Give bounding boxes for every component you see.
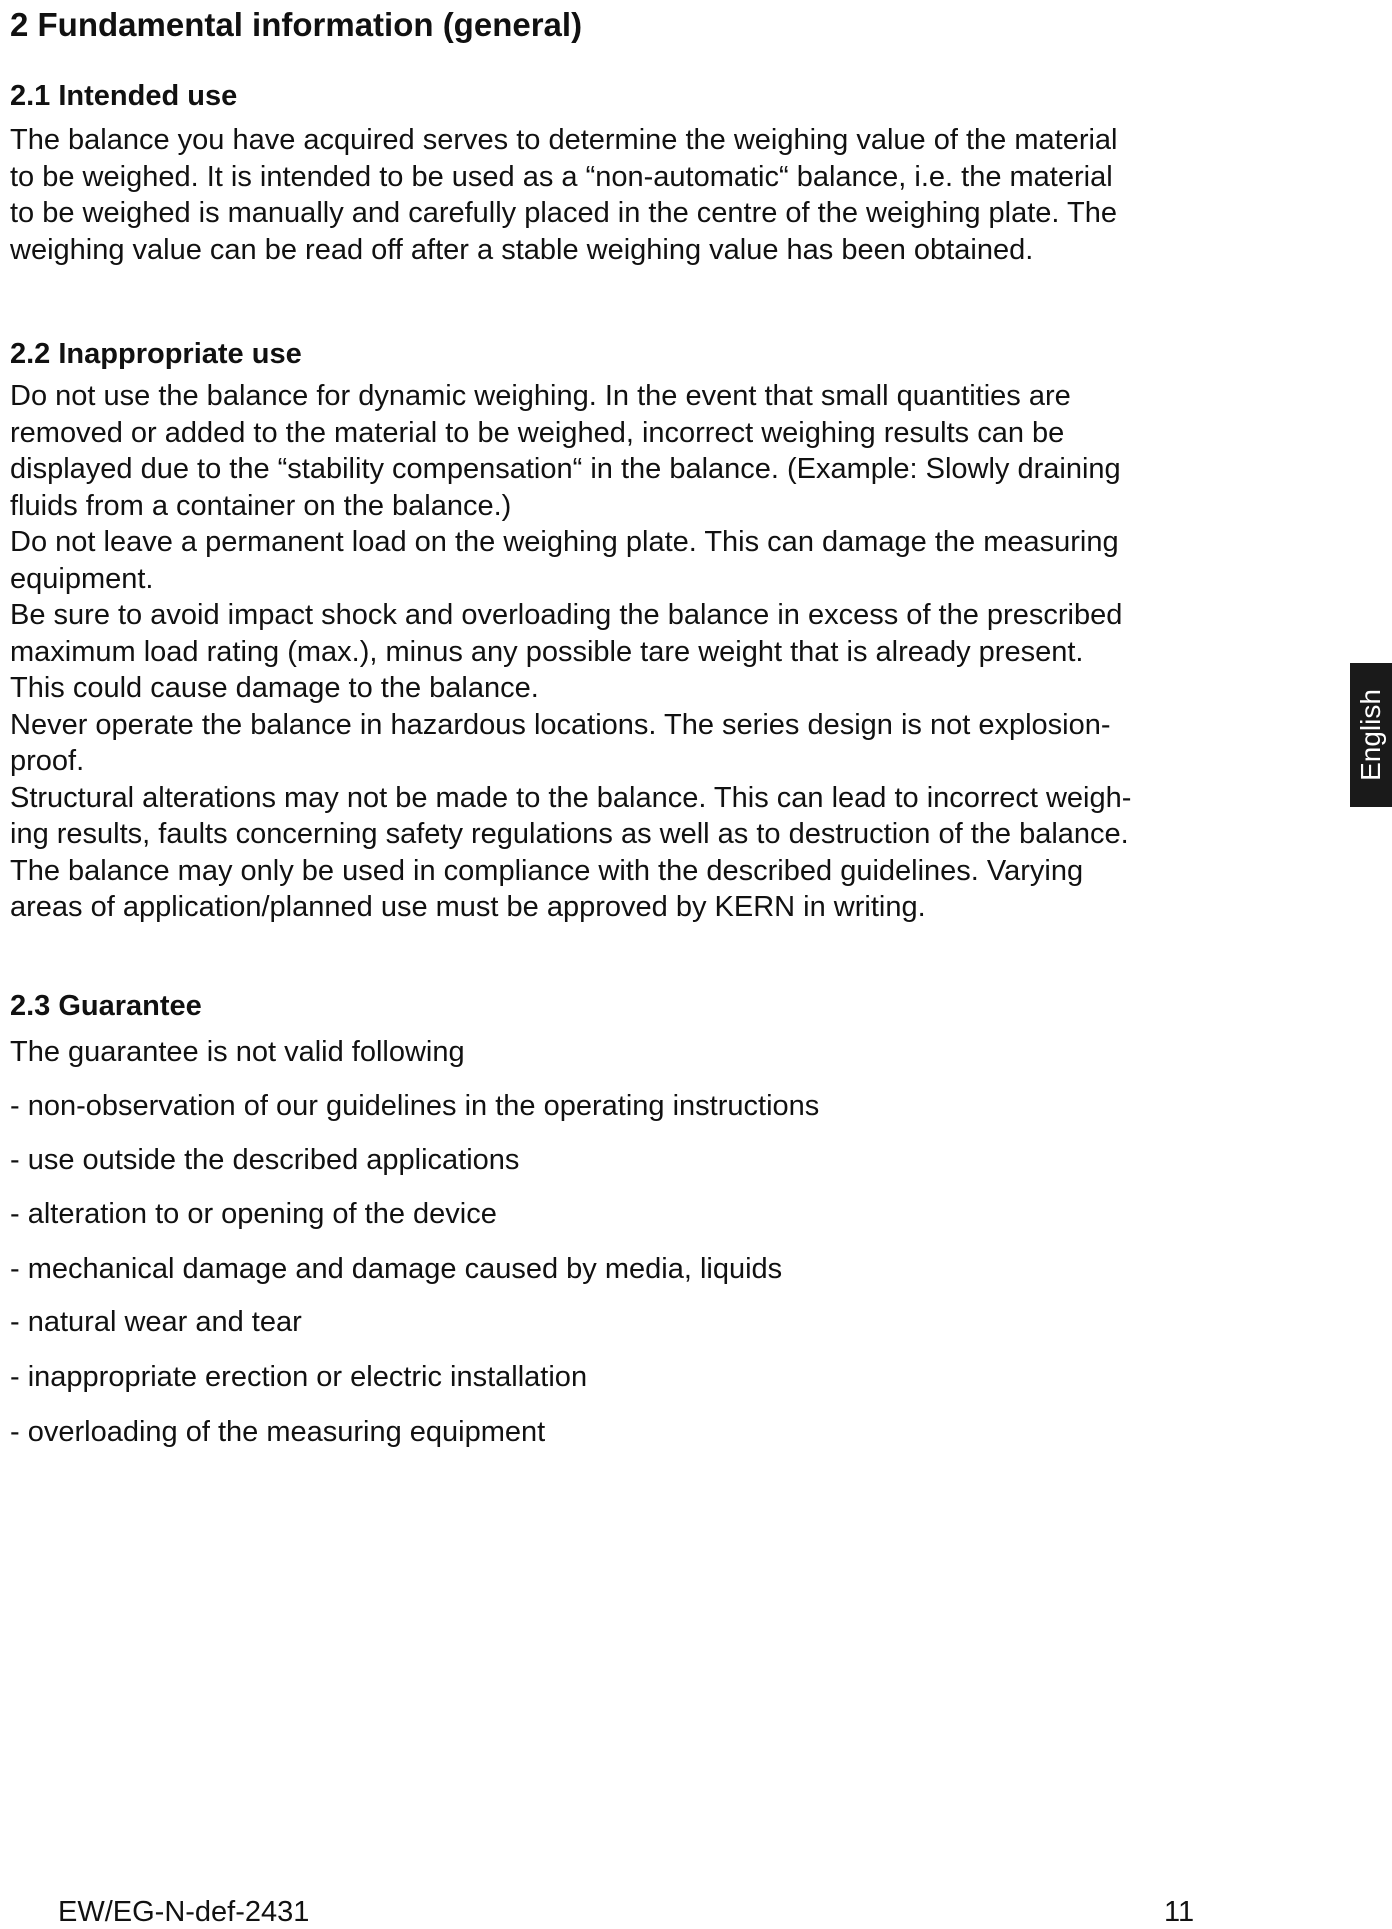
guarantee-intro: The guarantee is not valid following bbox=[10, 1036, 465, 1068]
text-line: Be sure to avoid impact shock and overloading the balance in excess of the prescribed bbox=[10, 599, 1123, 631]
footer-document-code: EW/EG-N-def-2431 bbox=[58, 1896, 310, 1928]
text-line: areas of application/planned use must be approved by KERN in writing. bbox=[10, 891, 926, 923]
section-heading-guarantee: 2.3 Guarantee bbox=[10, 990, 202, 1022]
text-line: Do not use the balance for dynamic weighing. In the event that small quantities are bbox=[10, 380, 1071, 412]
list-item: - alteration to or opening of the device bbox=[10, 1198, 497, 1230]
language-side-tab bbox=[1350, 663, 1392, 807]
chapter-heading: 2 Fundamental information (general) bbox=[10, 6, 583, 43]
list-item: - natural wear and tear bbox=[10, 1306, 302, 1338]
text-line: This could cause damage to the balance. bbox=[10, 672, 539, 704]
text-line: maximum load rating (max.), minus any possible tare weight that is already present. bbox=[10, 635, 1084, 668]
text-line: Do not leave a permanent load on the weighing plate. This can damage the measuring bbox=[10, 526, 1119, 558]
text-line: equipment. bbox=[10, 562, 154, 595]
list-item: - inappropriate erection or electric installation bbox=[10, 1361, 588, 1393]
footer-page-number: 11 bbox=[1164, 1896, 1195, 1928]
section-heading-intended-use: 2.1 Intended use bbox=[10, 80, 238, 112]
list-item: - non-observation of our guidelines in the operating instructions bbox=[10, 1090, 820, 1122]
text-line: Structural alterations may not be made to the balance. This can lead to incorrect weigh- bbox=[10, 781, 1132, 814]
intended-use-paragraph bbox=[10, 122, 1240, 268]
text-line: weighing value can be read off after a stable weighing value has been obtained. bbox=[10, 233, 1034, 266]
language-tab-label: English bbox=[1355, 689, 1386, 781]
text-line: proof. bbox=[10, 745, 85, 777]
text-line: to be weighed. It is intended to be used as a “non-automatic“ balance, i.e. the material bbox=[10, 160, 1113, 193]
text-line: ing results, faults concerning safety regulations as well as to destruction of the balance. bbox=[10, 818, 1129, 850]
inappropriate-use-paragraph bbox=[10, 378, 1240, 926]
list-item: - use outside the described applications bbox=[10, 1144, 520, 1176]
text-line: The balance may only be used in compliance with the described guidelines. Varying bbox=[10, 854, 1084, 887]
list-item: - mechanical damage and damage caused by media, liquids bbox=[10, 1253, 783, 1285]
text-line: fluids from a container on the balance.) bbox=[10, 489, 512, 522]
text-line: to be weighed is manually and carefully placed in the centre of the weighing plate. The bbox=[10, 197, 1117, 229]
section-heading-inappropriate-use: 2.2 Inappropriate use bbox=[10, 338, 302, 370]
list-item: - overloading of the measuring equipment bbox=[10, 1416, 546, 1448]
text-line: removed or added to the material to be weighed, incorrect weighing results can be bbox=[10, 416, 1065, 449]
text-line: Never operate the balance in hazardous locations. The series design is not explosion- bbox=[10, 708, 1111, 741]
text-line: The balance you have acquired serves to determine the weighing value of the material bbox=[10, 124, 1118, 156]
text-line: displayed due to the “stability compensation“ in the balance. (Example: Slowly draining bbox=[10, 453, 1121, 485]
